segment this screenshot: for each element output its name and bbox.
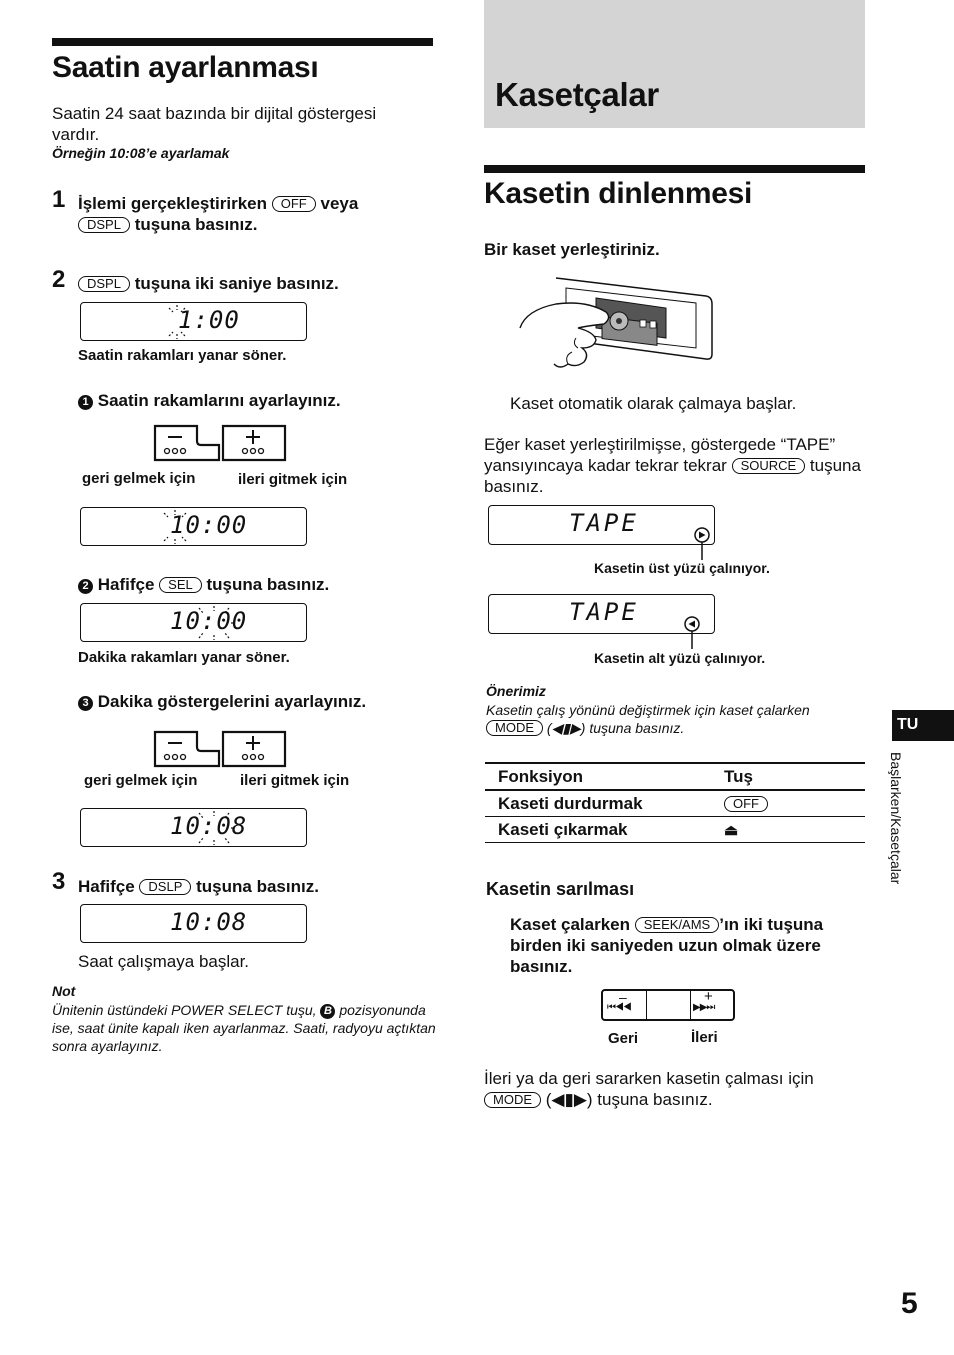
lcd-tape-bottom: [488, 594, 715, 634]
plus-minus-buttons-icon: [153, 729, 287, 769]
tip-text: [486, 701, 866, 737]
step-1-text-b: veya: [320, 194, 359, 213]
note-text-b: pozisyonunda ise, saat ünite kapalı iken ayarlanmaz. Saati, radyoyu açtıktan sonra ayarlayınız.: [52, 1002, 436, 1054]
minus-label: geri gelmek için: [84, 772, 198, 789]
seek-plus: +: [704, 988, 713, 1005]
lcd-digits: 10:08: [170, 908, 248, 936]
substep-3: [78, 691, 366, 712]
seek-divider: [646, 991, 691, 1019]
off-key: OFF: [272, 196, 316, 212]
step-1-text: [78, 193, 408, 235]
lcd-tape-text: TAPE: [569, 598, 639, 626]
dspl-key: DSPL: [78, 276, 130, 292]
final-text: [484, 1068, 864, 1110]
note-title: Not: [52, 983, 76, 999]
wind-text-b: ’ın iki tuşuna birden iki saniyeden uzun olmak üzere basınız.: [510, 915, 824, 976]
language-tab: [892, 710, 954, 741]
seek-forward-icon: ▶▶⏭: [693, 1002, 715, 1013]
lcd-1-caption: Saatin rakamları yanar söner.: [78, 347, 287, 364]
tape-paragraph-b: tuşuna basınız.: [484, 456, 861, 496]
back-label: Geri: [608, 1030, 639, 1047]
lcd-digits: 1:00: [178, 306, 240, 334]
source-key: SOURCE: [732, 458, 806, 474]
substep-1-circle: 1: [78, 395, 93, 410]
language-tab-label: TU: [897, 716, 919, 733]
lcd-tape-text: TAPE: [569, 509, 639, 537]
lcd-display-5: [80, 904, 307, 943]
table-row: [485, 817, 865, 843]
substep-2: [78, 574, 329, 595]
bottom-side-caption: Kasetin alt yüzü çalınıyor.: [594, 650, 766, 666]
table-row: [485, 790, 865, 817]
lcd-5-caption: Saat çalışmaya başlar.: [78, 952, 250, 971]
step-3-text: [78, 876, 319, 897]
lcd-display-2: [80, 507, 307, 546]
lcd-digits: 10:00: [170, 511, 248, 539]
minus-label: geri gelmek için: [82, 470, 196, 487]
page-title-clock: Saatin ayarlanması: [52, 51, 319, 84]
forward-label: İleri: [691, 1029, 718, 1046]
lcd-3-caption: Dakika rakamları yanar söner.: [78, 649, 290, 666]
mode-key: MODE: [486, 720, 543, 736]
table-cell-key: [711, 790, 865, 817]
lcd-display-1: [80, 302, 307, 341]
cassette-insert-illustration: [516, 268, 716, 372]
wind-text: [510, 914, 860, 977]
step-1-text-a: İşlemi gerçekleştirirken: [78, 194, 268, 213]
seek-ams-button-icon: [601, 989, 735, 1021]
function-table: [485, 762, 865, 843]
clock-intro: Saatin 24 saat bazında bir dijital göstergesi vardır.: [52, 104, 377, 144]
section-title-cassette: Kasetçalar: [495, 76, 659, 113]
substep-3-circle: 3: [78, 696, 93, 711]
dslp-key: DSLP: [139, 879, 191, 895]
lcd-digits: 10:00: [170, 607, 248, 635]
note-text: [52, 1001, 437, 1055]
right-title-rule: [484, 165, 865, 173]
dspl-key: DSPL: [78, 217, 130, 233]
step-3-text-b: tuşuna basınız.: [196, 877, 319, 896]
blink-icon: [193, 606, 235, 640]
substep-2-text-a: Hafifçe: [97, 575, 155, 594]
sel-key: SEL: [159, 577, 202, 593]
note-circle-b: B: [320, 1004, 335, 1019]
seek-ams-key: SEEK/AMS: [635, 917, 719, 933]
wind-text-a: Kaset çalarken: [510, 915, 631, 934]
table-header-function: Fonksiyon: [498, 766, 584, 786]
table-cell-function: Kaseti durdurmak: [498, 793, 643, 813]
eject-icon: ⏏: [724, 821, 739, 839]
plus-label: ileri gitmek için: [240, 772, 350, 789]
final-text-b: (◀▮▶) tuşuna basınız.: [545, 1090, 713, 1109]
mode-key: MODE: [484, 1092, 541, 1108]
plus-label: ileri gitmek için: [238, 471, 348, 488]
step-2-text: [78, 273, 339, 294]
lcd-digits: 10:08: [170, 812, 248, 840]
blink-icon: [167, 305, 187, 339]
plus-minus-buttons-icon: [153, 423, 287, 463]
step-2-number: 2: [52, 266, 66, 293]
step-3-text-a: Hafifçe: [78, 877, 135, 896]
table-header-row: [485, 763, 865, 790]
off-key: OFF: [724, 796, 768, 812]
step-3-number: 3: [52, 868, 66, 895]
final-text-a: İleri ya da geri sararken kasetin çalması için: [484, 1069, 814, 1088]
blink-icon: [161, 510, 189, 544]
note-text-a: Ünitenin üstündeki POWER SELECT tuşu,: [52, 1002, 317, 1018]
substep-1: [78, 390, 341, 411]
clock-example: Örneğin 10:08’e ayarlamak: [52, 145, 230, 161]
tip-text-b: (◀▮▶) tuşuna basınız.: [546, 720, 685, 736]
seek-minus: –: [619, 989, 627, 1005]
page-title-listening: Kasetin dinlenmesi: [484, 177, 753, 210]
auto-play-text: Kaset otomatik olarak çalmaya başlar.: [510, 394, 797, 413]
insert-heading: Bir kaset yerleştiriniz.: [484, 240, 660, 259]
seek-back-icon: ⏮◀◀: [607, 1002, 631, 1013]
lcd-display-3: [80, 603, 307, 642]
table-header-key: Tuş: [724, 766, 753, 786]
section-vertical-label: Başlarken/Kasetçalar: [888, 752, 904, 885]
step-1-number: 1: [52, 186, 66, 213]
substep-2-circle: 2: [78, 579, 93, 594]
blink-icon: [193, 811, 235, 845]
substep-3-text: Dakika göstergelerini ayarlayınız.: [97, 692, 367, 711]
lcd-display-4: [80, 808, 307, 847]
step-2-label: tuşuna iki saniye basınız.: [134, 274, 339, 293]
tape-paragraph-a: Eğer kaset yerleştirilmişse, göstergede “TAPE” yansıyıncaya kadar tekrar tekrar: [484, 435, 836, 475]
tip-text-a: Kasetin çalış yönünü değiştirmek için kaset çalarken: [486, 702, 810, 718]
tape-paragraph: [484, 434, 869, 497]
wind-heading: Kasetin sarılması: [486, 879, 635, 899]
function-table-grid: [485, 762, 865, 843]
tip-title: Önerimiz: [486, 683, 546, 699]
step-1-text-c: tuşuna basınız.: [134, 215, 258, 234]
left-title-rule: [52, 38, 433, 46]
substep-1-text: Saatin rakamlarını ayarlayınız.: [97, 391, 341, 410]
lcd-tape-top: [488, 505, 715, 545]
table-cell-function: Kaseti çıkarmak: [498, 819, 628, 839]
top-side-caption: Kasetin üst yüzü çalınıyor.: [594, 560, 770, 576]
play-reverse-indicator-icon: [682, 615, 702, 649]
play-forward-indicator-icon: [692, 526, 712, 560]
substep-2-text-b: tuşuna basınız.: [206, 575, 330, 594]
page-number: 5: [901, 1287, 918, 1320]
